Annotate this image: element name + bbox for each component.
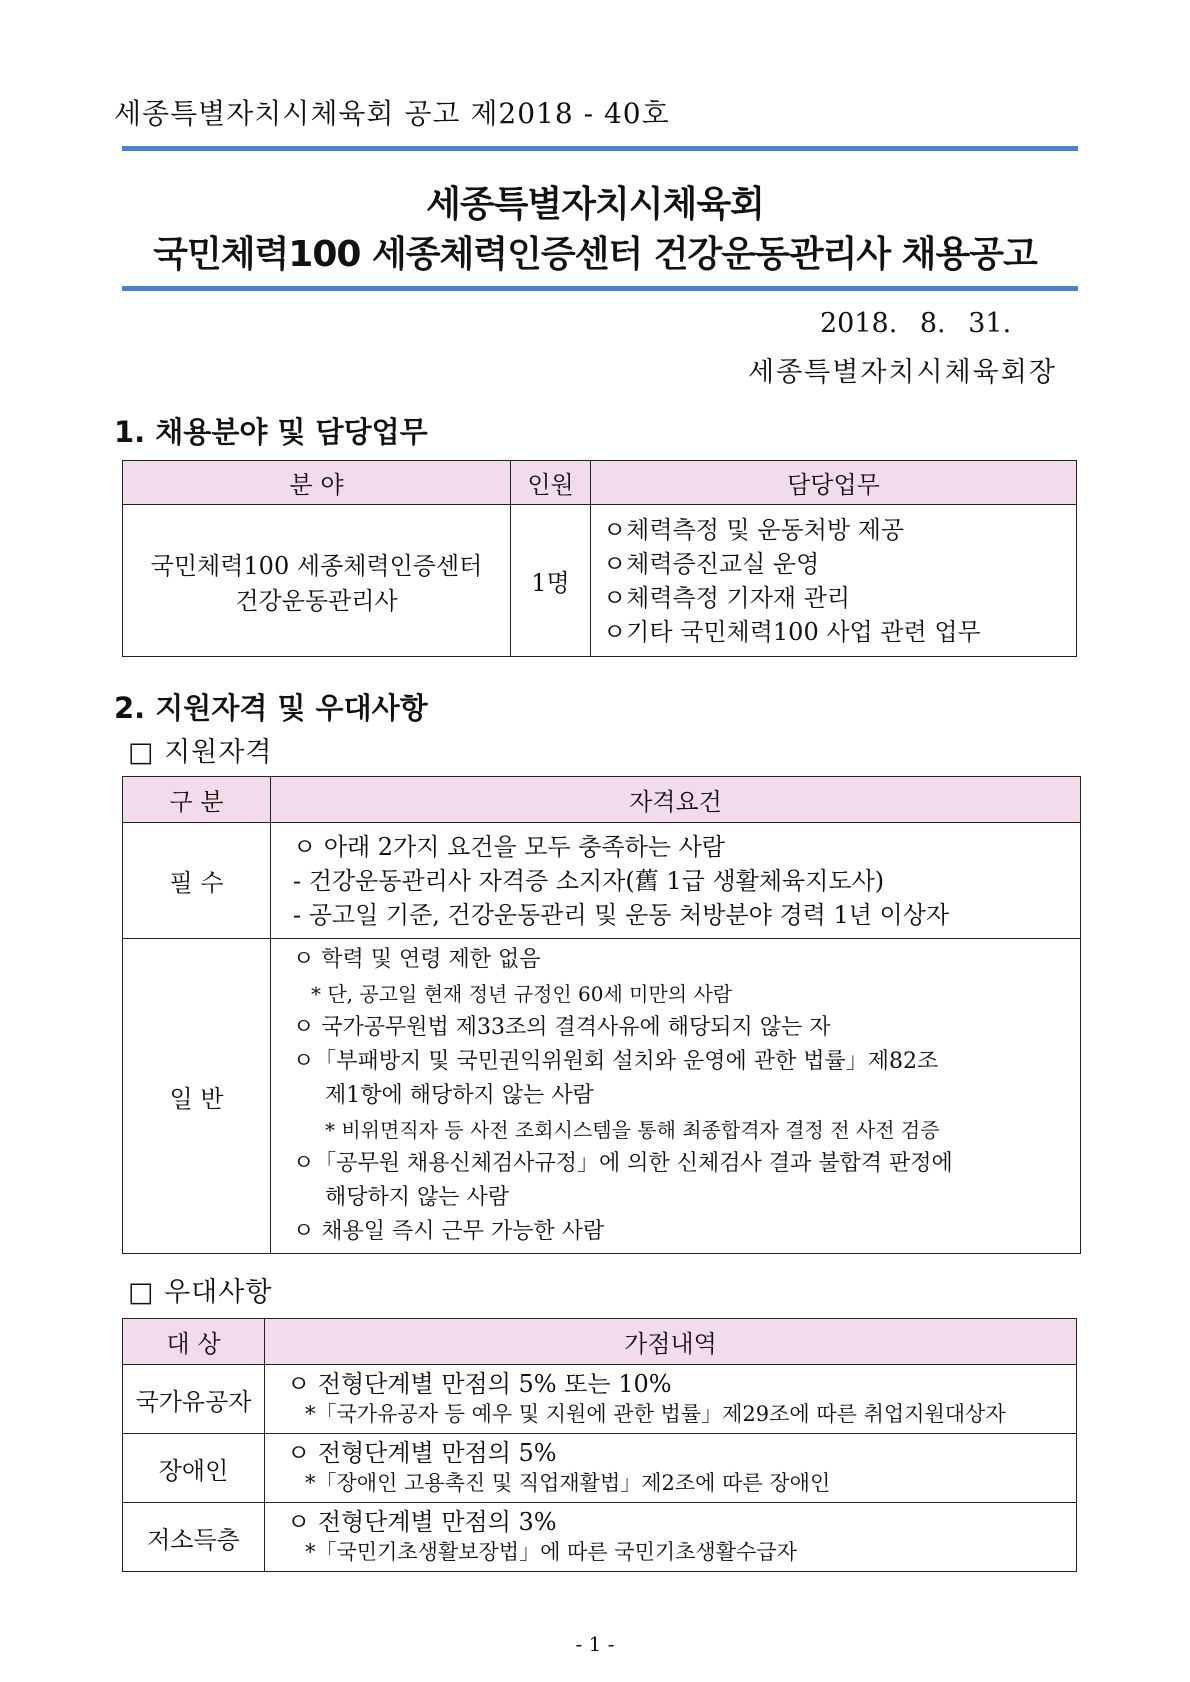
header-target: 대 상	[123, 1319, 265, 1365]
bottom-divider	[122, 286, 1078, 291]
general-line: * 단, 공고일 현재 정년 규정인 60세 미만의 사람	[311, 982, 733, 1006]
duty-item: ㅇ기타 국민체력100 사업 관련 업무	[603, 617, 981, 646]
preference-note: *「국가유공자 등 예우 및 지원에 관한 법률」제29조에 따른 취업지원대상자	[305, 1402, 1006, 1426]
preference-detail	[265, 1434, 1077, 1503]
header-field: 분 야	[123, 461, 511, 505]
preference-main: ㅇ 전형단계별 만점의 5%	[287, 1439, 557, 1467]
general-line: ㅇ 채용일 즉시 근무 가능한 사람	[293, 1219, 605, 1244]
required-line: - 공고일 기준, 건강운동관리 및 운동 처방분야 경력 1년 이상자	[293, 900, 950, 929]
top-divider	[122, 146, 1078, 151]
preference-main: ㅇ 전형단계별 만점의 3%	[287, 1508, 557, 1536]
header-headcount: 인원	[511, 461, 591, 505]
preference-title: □ 우대사항	[128, 1277, 273, 1308]
general-line: ㅇ「공무원 채용신체검사규정」에 의한 신체검사 결과 불합격 판정에	[293, 1151, 953, 1176]
field-line-2: 건강운동관리사	[235, 586, 398, 615]
required-line: ㅇ 아래 2가지 요건을 모두 충족하는 사람	[293, 832, 725, 861]
required-line: - 건강운동관리사 자격증 소지자(舊 1급 생활체육지도사)	[293, 866, 885, 895]
duty-item: ㅇ체력측정 기자재 관리	[603, 583, 851, 612]
qualification-table	[122, 776, 1081, 1254]
title-line-2: 국민체력100 세종체력인증센터 건강운동관리사 채용공고	[153, 234, 1037, 275]
field-cell	[123, 505, 511, 657]
section-1-heading: 1. 채용분야 및 담당업무	[114, 415, 428, 449]
preference-target: 국가유공자	[123, 1365, 265, 1434]
preference-row	[123, 1434, 1077, 1503]
page-number: - 1 -	[575, 1632, 615, 1656]
header-category: 구 분	[123, 777, 271, 823]
header-bonus: 가점내역	[265, 1319, 1077, 1365]
header-requirements: 자격요건	[271, 777, 1081, 823]
required-label: 필 수	[123, 823, 271, 939]
general-line: ㅇ「부패방지 및 국민권익위원회 설치와 운영에 관한 법률」제82조	[293, 1049, 939, 1074]
headcount-cell: 1명	[511, 505, 591, 657]
preference-row	[123, 1365, 1077, 1434]
preference-detail	[265, 1503, 1077, 1572]
qualification-title: □ 지원자격	[128, 737, 273, 768]
general-line: 제1항에 해당하지 않는 사람	[325, 1083, 594, 1108]
general-line: ㅇ 국가공무원법 제33조의 결격사유에 해당되지 않는 자	[293, 1015, 831, 1040]
general-line: 해당하지 않는 사람	[325, 1185, 510, 1210]
general-label: 일 반	[123, 939, 271, 1254]
duty-item: ㅇ체력측정 및 운동처방 제공	[603, 515, 905, 544]
preference-row	[123, 1503, 1077, 1572]
issuer: 세종특별자치시체육회장	[748, 357, 1057, 388]
header-duties: 담당업무	[591, 461, 1077, 505]
duties-cell	[591, 505, 1077, 657]
recruit-field-table	[122, 460, 1077, 657]
preference-detail	[265, 1365, 1077, 1434]
general-line: * 비위면직자 등 사전 조회시스템을 통해 최종합격자 결정 전 사전 검증	[325, 1118, 940, 1142]
preference-table	[122, 1318, 1077, 1572]
preference-target: 저소득층	[123, 1503, 265, 1572]
general-line: ㅇ 학력 및 연령 제한 없음	[293, 947, 541, 972]
preference-main: ㅇ 전형단계별 만점의 5% 또는 10%	[287, 1370, 672, 1398]
general-cell	[271, 939, 1081, 1254]
duty-item: ㅇ체력증진교실 운영	[603, 549, 820, 578]
field-line-1: 국민체력100 세종체력인증센터	[150, 551, 483, 580]
preference-target: 장애인	[123, 1434, 265, 1503]
required-cell	[271, 823, 1081, 939]
notice-number: 세종특별자치시체육회 공고 제2018 - 40호	[114, 97, 670, 130]
preference-note: *「장애인 고용촉진 및 직업재활법」제2조에 따른 장애인	[305, 1471, 831, 1495]
preference-note: *「국민기초생활보장법」에 따른 국민기초생활수급자	[305, 1540, 797, 1564]
title-line-1: 세종특별자치시체육회	[426, 184, 764, 225]
notice-date: 2018. 8. 31.	[820, 308, 1012, 339]
section-2-heading: 2. 지원자격 및 우대사항	[114, 691, 428, 725]
